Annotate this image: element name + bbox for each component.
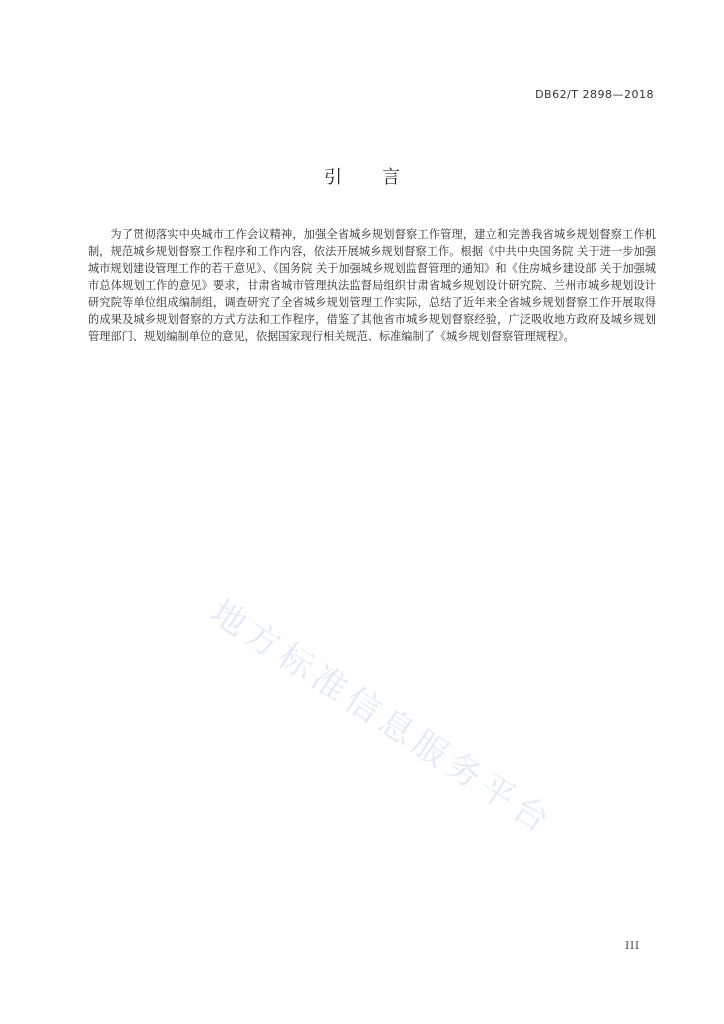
page-number: III — [625, 941, 640, 952]
page-title: 引言 — [324, 167, 440, 188]
watermark: 地方标准信息服务平台 — [203, 592, 561, 844]
document-code: DB62/T 2898—2018 — [535, 88, 654, 101]
introduction-paragraph: 为了贯彻落实中央城市工作会议精神，加强全省城乡规划督察工作管理，建立和完善我省城乡规划督察工作机制，规范城乡规划督察工作程序和工作内容，依法开展城乡规划督察工作。根据《中共中央国务院 关于进一步加强城市规划建设管理工作的若干意见》、《国务院 关于加强城乡规划监督管理的通知》和《住房城乡建设部 关于加强城市总体规划工作的意见》要求，甘肃省城市管理执法监督局组织甘肃省城乡规划设计研究院、兰州市城乡规划设计研究院等单位组成编制组，调查研究了全省城乡规划管理工作实际，总结了近年来全省城乡规划督察工作开展取得的成果及城乡规划督察的方式方法和工作程序，借鉴了其他省市城乡规划督察经验，广泛吸收地方政府及城乡规划管理部门、规划编制单位的意见，依据国家现行相关规范、标准编制了《城乡规划督察管理规程》。 — [88, 228, 656, 343]
